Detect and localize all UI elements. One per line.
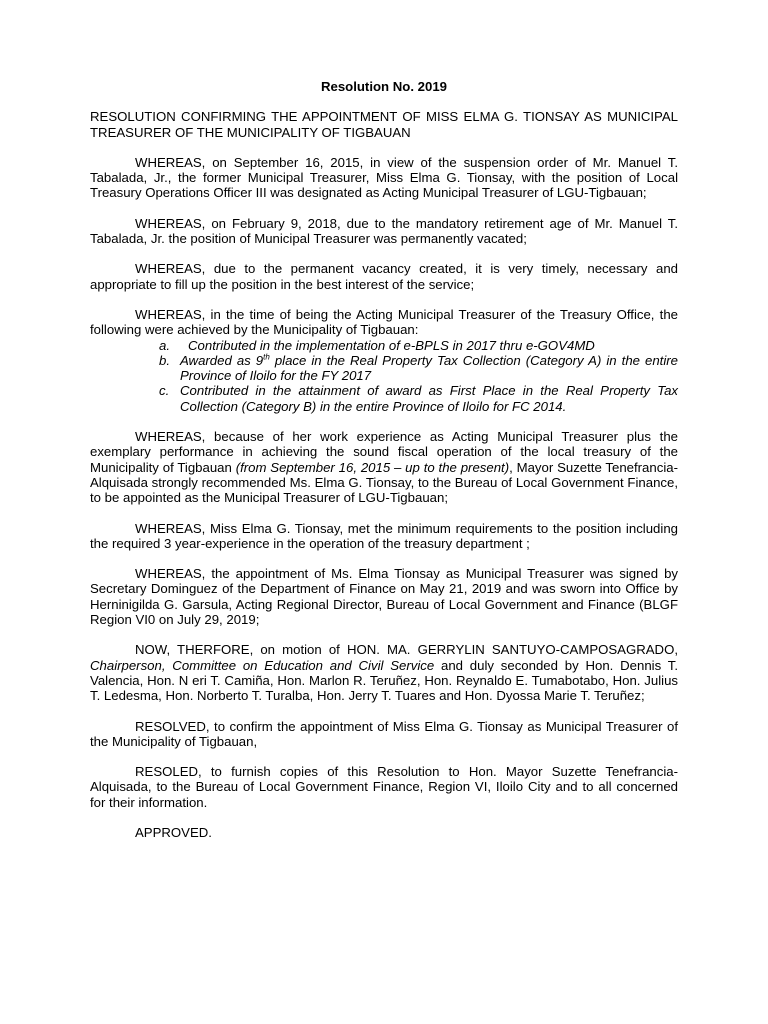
resolved-paragraph-1: RESOLVED, to confirm the appointment of Miss Elma G. Tionsay as Municipal Treasurer of the Municipality of Tigbauan, [90, 718, 678, 749]
approved-text: APPROVED. [135, 824, 212, 840]
list-item-text: Contributed in the attainment of award as First Place in the Real Property Tax Collection (Category B) in the entire Province of Iloilo for FC 2014. [180, 383, 678, 414]
whereas-paragraph-6: WHEREAS, Miss Elma G. Tionsay, met the minimum requirements to the position including the required 3 year-experience in the operation of the treasury department ; [90, 520, 678, 551]
p8-text-b: and duly seconded by Hon. Dennis T. Valencia, Hon. N eri T. Camiña, Hon. Marlon R. Teruñez, Hon. Reynaldo E. Tumabotabo, Hon. Julius T. Ledesma, Hon. Norberto T. Turalba, Hon. Jerry T. Tuares and Hon. Dyossa Marie T. Teruñez; [90, 657, 678, 704]
now-therefore-paragraph [90, 642, 678, 703]
p5-text-a: WHEREAS, because of her work experience as Acting Municipal Treasurer plus the exemplary performance in achieving the sound fiscal operation of the local treasury of the Municipality of Tigbauan [90, 429, 678, 475]
resolution-heading: RESOLUTION CONFIRMING THE APPOINTMENT OF MISS ELMA G. TIONSAY AS MUNICIPAL TREASURER OF THE MUNICIPALITY OF TIGBAUAN [90, 109, 678, 140]
resolved-paragraph-2: RESOLED, to furnish copies of this Resolution to Hon. Mayor Suzette Tenefrancia-Alquisada, to the Bureau of Local Government Finance, Region VI, Iloilo City and to all concerned for their information. [90, 764, 678, 810]
ordinal-suffix: th [263, 352, 270, 362]
whereas-paragraph-7: WHEREAS, the appointment of Ms. Elma Tionsay as Municipal Treasurer was signed by Secretary Dominguez of the Department of Finance on May 21, 2019 and was sworn into Office by Herninigilda G. Garsula, Acting Regional Director, Bureau of Local Government and Finance (BLGF Region VI0 on July 29, 2019; [90, 566, 678, 628]
list-item-text-post: place in the Real Property Tax Collection (Category A) in the entire Province of Iloilo for the FY 2017 [180, 352, 678, 384]
list-marker: b. [159, 352, 170, 368]
resolution-title: Resolution No. 2019 [320, 79, 448, 94]
list-item-text-pre: Awarded as 9 [180, 352, 264, 368]
list-item [90, 383, 678, 414]
p5-text-b: , Mayor Suzette Tenefrancia-Alquisada strongly recommended Ms. Elma G. Tionsay, to the Bureau of Local Government Finance, to be appointed as the Municipal Treasurer of LGU-Tigbauan; [90, 459, 678, 506]
whereas-paragraph-4: WHEREAS, in the time of being the Acting Municipal Treasurer of the Treasury Office, the following were achieved by the Municipality of Tigbauan: [90, 306, 678, 338]
list-item [90, 353, 678, 384]
list-marker: a. [159, 337, 170, 353]
list-item [90, 338, 678, 353]
p8-text-a: NOW, THERFORE, on motion of HON. MA. GERRYLIN SANTUYO-CAMPOSAGRADO, [135, 642, 678, 658]
list-item-text: Contributed in the implementation of e-BPLS in 2017 thru e-GOV4MD [188, 337, 595, 353]
p5-italic-text: (from September 16, 2015 – up to the present) [235, 459, 510, 475]
whereas-paragraph-2: WHEREAS, on February 9, 2018, due to the mandatory retirement age of Mr. Manuel T. Tabalada, Jr. the position of Municipal Treasurer was permanently vacated; [90, 215, 678, 247]
document-page [90, 79, 678, 840]
whereas-paragraph-3: WHEREAS, due to the permanent vacancy created, it is very timely, necessary and appropriate to fill up the position in the best interest of the service; [90, 261, 678, 292]
whereas-paragraph-5 [90, 429, 678, 505]
list-marker: c. [159, 383, 170, 399]
whereas-paragraph-1: WHEREAS, on September 16, 2015, in view of the suspension order of Mr. Manuel T. Tabalada, Jr., the former Municipal Treasurer, Miss Elma G. Tionsay, with the position of Local Treasury Operations Officer III was designated as Acting Municipal Treasurer of LGU-Tigbauan; [90, 154, 678, 201]
achievements-list [90, 338, 678, 414]
p8-italic-text: Chairperson, Committee on Education and Civil Service [90, 657, 435, 673]
